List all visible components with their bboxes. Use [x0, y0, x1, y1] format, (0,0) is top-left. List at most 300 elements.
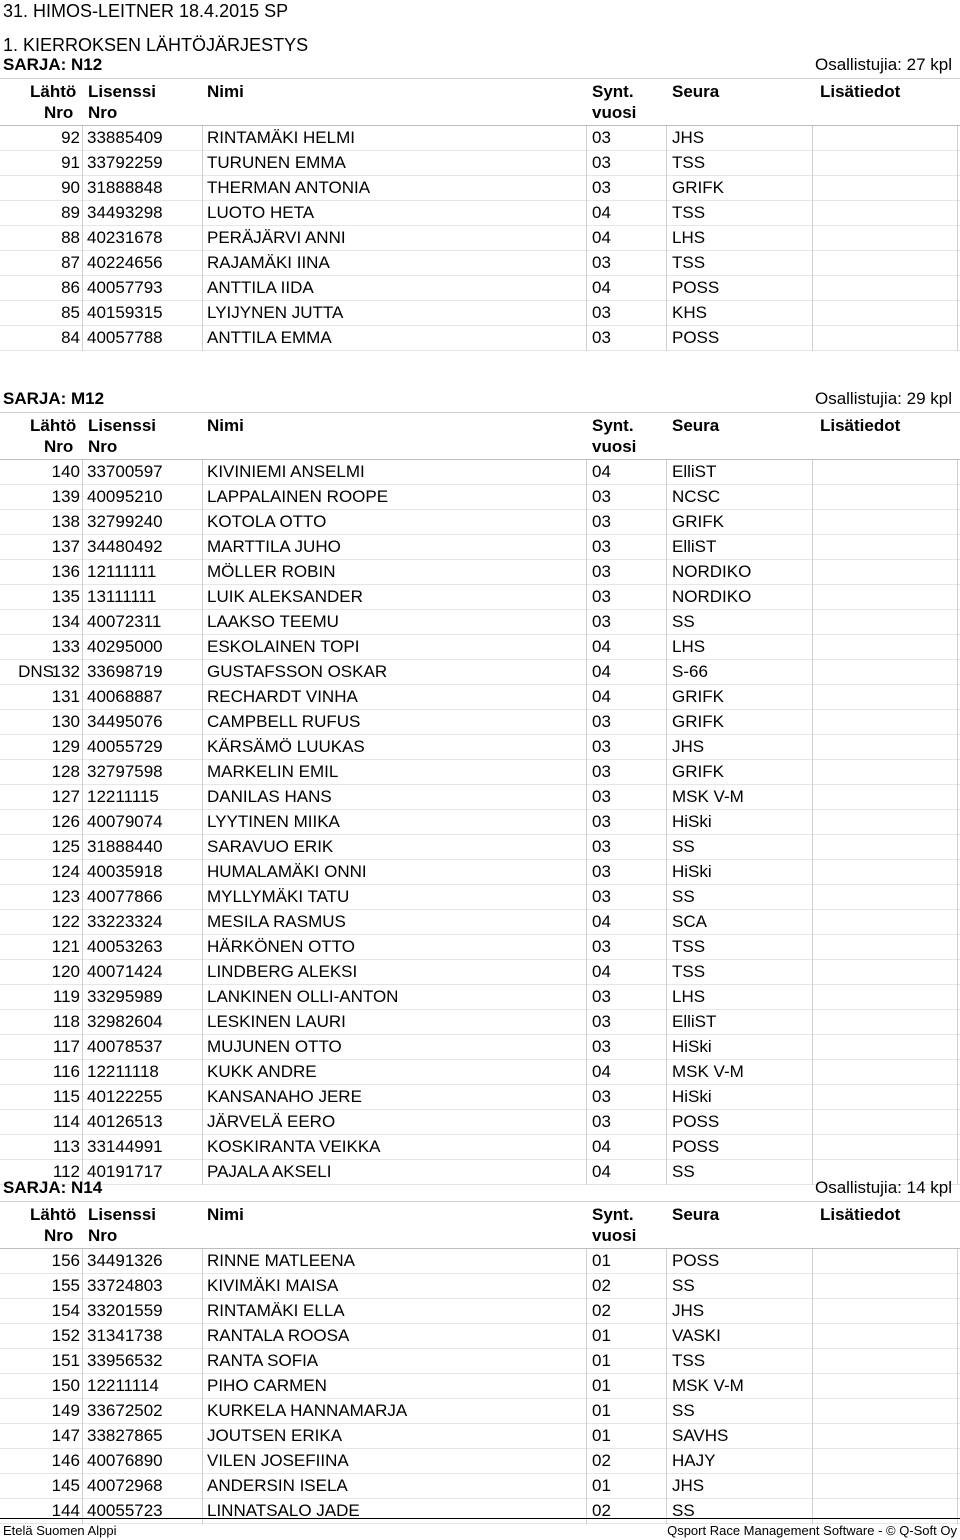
col-year-top: Synt. [592, 1205, 634, 1224]
name-cell: RINTAMÄKI ELLA [207, 1301, 345, 1320]
start-number-cell: 112 [52, 1162, 80, 1181]
club-cell: SAVHS [672, 1426, 729, 1445]
section-header [0, 54, 960, 78]
col-year-top: Synt. [592, 416, 634, 435]
start-number-cell: 144 [51, 1501, 80, 1520]
birth-year-cell: 04 [592, 1137, 611, 1156]
license-cell: 40224656 [87, 253, 163, 272]
club-cell: LHS [672, 228, 706, 247]
birth-year-cell: 03 [592, 487, 611, 506]
name-cell: PIHO CARMEN [207, 1376, 327, 1395]
birth-year-cell: 03 [592, 128, 611, 147]
license-cell: 33724803 [87, 1276, 163, 1295]
column-divider [812, 126, 813, 351]
column-divider [202, 1249, 203, 1524]
name-cell: MYLLYMÄKI TATU [207, 887, 350, 906]
start-number-cell: 137 [51, 537, 80, 556]
name-cell: KÄRSÄMÖ LUUKAS [207, 737, 365, 756]
license-cell: 33144991 [87, 1137, 163, 1156]
table-row [0, 1249, 960, 1274]
table-row [0, 460, 960, 485]
birth-year-cell: 03 [592, 612, 611, 631]
birth-year-cell: 03 [592, 812, 611, 831]
license-cell: 31888848 [87, 178, 163, 197]
col-year-bottom: vuosi [592, 1226, 637, 1245]
participant-count-value: 29 kpl [906, 389, 952, 408]
start-number-cell: 136 [51, 562, 80, 581]
start-number-cell: 129 [51, 737, 80, 756]
club-cell: GRIFK [672, 512, 724, 531]
col-license-top: Lisenssi [88, 1205, 157, 1224]
name-cell: RINNE MATLEENA [207, 1251, 355, 1270]
table-row [0, 1060, 960, 1085]
col-license-bottom: Nro [88, 1226, 118, 1245]
column-divider [812, 460, 813, 1185]
section-title: SARJA: N14 [3, 1178, 103, 1197]
birth-year-cell: 03 [592, 537, 611, 556]
license-cell: 40078537 [87, 1037, 163, 1056]
start-number-cell: 138 [51, 512, 80, 531]
table-row [0, 760, 960, 785]
license-cell: 40077866 [87, 887, 163, 906]
table-row [0, 1299, 960, 1324]
license-cell: 31888440 [87, 837, 163, 856]
club-cell: HiSki [672, 1037, 712, 1056]
page-footer [0, 1518, 960, 1540]
table-row [0, 1135, 960, 1160]
license-cell: 40079074 [87, 812, 163, 831]
birth-year-cell: 03 [592, 253, 611, 272]
table-row [0, 1274, 960, 1299]
birth-year-cell: 03 [592, 1037, 611, 1056]
club-cell: TSS [672, 1351, 706, 1370]
start-number-cell: 118 [52, 1012, 80, 1031]
column-divider [82, 126, 83, 351]
col-name: Nimi [207, 82, 244, 101]
table-row [0, 835, 960, 860]
table-row [0, 201, 960, 226]
col-start-bottom: Nro [44, 437, 74, 456]
column-divider [666, 460, 667, 1185]
start-number-cell: 90 [61, 178, 80, 197]
table-row [0, 885, 960, 910]
club-cell: POSS [672, 278, 720, 297]
entries-table [0, 459, 960, 1185]
birth-year-cell: 03 [592, 1112, 611, 1131]
name-cell: GUSTAFSSON OSKAR [207, 662, 388, 681]
name-cell: LINNATSALO JADE [207, 1501, 360, 1520]
club-cell: SS [672, 1162, 695, 1181]
name-cell: LUIK ALEKSANDER [207, 587, 363, 606]
license-cell: 32797598 [87, 762, 163, 781]
birth-year-cell: 01 [592, 1326, 611, 1345]
start-number-cell: 88 [61, 228, 80, 247]
club-cell: GRIFK [672, 687, 724, 706]
name-cell: KOTOLA OTTO [207, 512, 327, 531]
table-row [0, 126, 960, 151]
birth-year-cell: 03 [592, 712, 611, 731]
start-number-cell: 86 [61, 278, 80, 297]
start-number-cell: 115 [52, 1087, 80, 1106]
table-row [0, 1085, 960, 1110]
table-row [0, 910, 960, 935]
start-number-cell: 151 [51, 1351, 80, 1370]
birth-year-cell: 03 [592, 1012, 611, 1031]
club-cell: ElliST [672, 462, 717, 481]
col-license-bottom: Nro [88, 437, 118, 456]
col-year-top: Synt. [592, 82, 634, 101]
birth-year-cell: 03 [592, 787, 611, 806]
table-row [0, 810, 960, 835]
table-row [0, 535, 960, 560]
col-extra: Lisätiedot [820, 1205, 901, 1224]
birth-year-cell: 04 [592, 637, 611, 656]
name-cell: HUMALAMÄKI ONNI [207, 862, 367, 881]
club-cell: GRIFK [672, 762, 724, 781]
column-divider [957, 1249, 958, 1524]
birth-year-cell: 03 [592, 737, 611, 756]
table-row [0, 660, 960, 685]
section-2 [0, 1177, 960, 1524]
table-row [0, 1424, 960, 1449]
name-cell: KIVIMÄKI MAISA [207, 1276, 339, 1295]
birth-year-cell: 04 [592, 1162, 611, 1181]
list-title: 1. KIERROKSEN LÄHTÖJÄRJESTYS [3, 35, 309, 55]
birth-year-cell: 04 [592, 912, 611, 931]
column-divider [202, 460, 203, 1185]
start-number-cell: 113 [52, 1137, 80, 1156]
section-header [0, 1177, 960, 1201]
license-cell: 40057788 [87, 328, 163, 347]
name-cell: KURKELA HANNAMARJA [207, 1401, 408, 1420]
name-cell: VILEN JOSEFIINA [207, 1451, 349, 1470]
table-row [0, 226, 960, 251]
name-cell: PERÄJÄRVI ANNI [207, 228, 346, 247]
license-cell: 31341738 [87, 1326, 163, 1345]
license-cell: 40053263 [87, 937, 163, 956]
license-cell: 32982604 [87, 1012, 163, 1031]
license-cell: 33201559 [87, 1301, 163, 1320]
license-cell: 34480492 [87, 537, 163, 556]
license-cell: 40057793 [87, 278, 163, 297]
col-start-bottom: Nro [44, 103, 74, 122]
col-club: Seura [672, 416, 720, 435]
start-number-cell: 116 [52, 1062, 80, 1081]
name-cell: LESKINEN LAURI [207, 1012, 346, 1031]
birth-year-cell: 02 [592, 1301, 611, 1320]
start-number-cell: 87 [61, 253, 80, 272]
birth-year-cell: 03 [592, 887, 611, 906]
name-cell: CAMPBELL RUFUS [207, 712, 361, 731]
table-row [0, 735, 960, 760]
table-row [0, 1110, 960, 1135]
name-cell: HÄRKÖNEN OTTO [207, 937, 355, 956]
license-cell: 33700597 [87, 462, 163, 481]
club-cell: TSS [672, 937, 706, 956]
participant-count [815, 389, 952, 409]
club-cell: SCA [672, 912, 707, 931]
footer-software: Qsport Race Management Software - © Q-Soft Oy [667, 1523, 957, 1538]
status-cell: DNS [18, 662, 54, 681]
col-start-top: Lähtö [30, 1205, 77, 1224]
name-cell: KOSKIRANTA VEIKKA [207, 1137, 381, 1156]
club-cell: SS [672, 1501, 695, 1520]
start-number-cell: 125 [51, 837, 80, 856]
license-cell: 40231678 [87, 228, 163, 247]
table-row [0, 301, 960, 326]
club-cell: VASKI [672, 1326, 721, 1345]
start-number-cell: 120 [51, 962, 80, 981]
license-cell: 12111111 [87, 562, 157, 581]
birth-year-cell: 01 [592, 1426, 611, 1445]
column-header-row [0, 412, 960, 459]
col-name: Nimi [207, 416, 244, 435]
birth-year-cell: 03 [592, 328, 611, 347]
license-cell: 12211118 [87, 1062, 159, 1081]
name-cell: LYYTINEN MIIKA [207, 812, 340, 831]
start-number-cell: 132 [51, 662, 80, 681]
license-cell: 13111111 [87, 587, 157, 606]
club-cell: MSK V-M [672, 1062, 744, 1081]
license-cell: 33827865 [87, 1426, 163, 1445]
col-license-bottom: Nro [88, 103, 118, 122]
birth-year-cell: 04 [592, 962, 611, 981]
name-cell: RAJAMÄKI IINA [207, 253, 330, 272]
start-number-cell: 133 [51, 637, 80, 656]
table-row [0, 510, 960, 535]
participant-count-value: 27 kpl [906, 55, 952, 74]
birth-year-cell: 03 [592, 862, 611, 881]
birth-year-cell: 03 [592, 153, 611, 172]
col-club: Seura [672, 82, 720, 101]
license-cell: 33885409 [87, 128, 163, 147]
birth-year-cell: 03 [592, 987, 611, 1006]
club-cell: MSK V-M [672, 787, 744, 806]
club-cell: JHS [672, 1476, 705, 1495]
entries-table [0, 125, 960, 351]
birth-year-cell: 03 [592, 587, 611, 606]
license-cell: 33223324 [87, 912, 163, 931]
birth-year-cell: 04 [592, 228, 611, 247]
name-cell: JOUTSEN ERIKA [207, 1426, 343, 1445]
license-cell: 40122255 [87, 1087, 163, 1106]
license-cell: 33672502 [87, 1401, 163, 1420]
section-1 [0, 388, 960, 1185]
license-cell: 40095210 [87, 487, 163, 506]
table-row [0, 960, 960, 985]
birth-year-cell: 02 [592, 1501, 611, 1520]
col-start-top: Lähtö [30, 416, 77, 435]
col-license-top: Lisenssi [88, 82, 157, 101]
section-title: SARJA: N12 [3, 55, 103, 74]
club-cell: NCSC [672, 487, 721, 506]
name-cell: MARKELIN EMIL [207, 762, 339, 781]
participant-count [815, 1178, 952, 1198]
license-cell: 34491326 [87, 1251, 163, 1270]
col-year-bottom: vuosi [592, 103, 637, 122]
birth-year-cell: 03 [592, 837, 611, 856]
table-row [0, 560, 960, 585]
license-cell: 33295989 [87, 987, 163, 1006]
column-divider [586, 460, 587, 1185]
license-cell: 40072311 [87, 612, 162, 631]
col-extra: Lisätiedot [820, 416, 901, 435]
table-row [0, 935, 960, 960]
birth-year-cell: 04 [592, 662, 611, 681]
birth-year-cell: 01 [592, 1476, 611, 1495]
club-cell: SS [672, 1276, 695, 1295]
club-cell: JHS [672, 1301, 705, 1320]
club-cell: POSS [672, 1112, 720, 1131]
table-row [0, 985, 960, 1010]
participant-count-label: Osallistujia: [814, 55, 902, 74]
table-row [0, 610, 960, 635]
license-cell: 40071424 [87, 962, 163, 981]
table-row [0, 276, 960, 301]
start-number-cell: 130 [51, 712, 80, 731]
table-row [0, 1324, 960, 1349]
birth-year-cell: 03 [592, 512, 611, 531]
col-extra: Lisätiedot [820, 82, 901, 101]
start-number-cell: 140 [51, 462, 80, 481]
name-cell: ANTTILA IIDA [207, 278, 314, 297]
license-cell: 40055723 [87, 1501, 163, 1520]
license-cell: 40076890 [87, 1451, 163, 1470]
club-cell: GRIFK [672, 712, 724, 731]
name-cell: RECHARDT VINHA [207, 687, 358, 706]
table-row [0, 685, 960, 710]
participant-count [815, 55, 952, 75]
table-row [0, 1474, 960, 1499]
club-cell: JHS [672, 737, 705, 756]
table-row [0, 1399, 960, 1424]
license-cell: 40035918 [87, 862, 163, 881]
license-cell: 33698719 [87, 662, 163, 681]
license-cell: 40191717 [87, 1162, 163, 1181]
table-row [0, 710, 960, 735]
col-start-top: Lähtö [30, 82, 77, 101]
start-number-cell: 92 [61, 128, 80, 147]
section-title: SARJA: M12 [3, 389, 105, 408]
column-divider [957, 460, 958, 1185]
name-cell: KUKK ANDRE [207, 1062, 317, 1081]
name-cell: DANILAS HANS [207, 787, 332, 806]
participant-count-label: Osallistujia: [814, 389, 902, 408]
club-cell: HiSki [672, 1087, 712, 1106]
section-header [0, 388, 960, 412]
table-row [0, 1374, 960, 1399]
name-cell: TURUNEN EMMA [207, 153, 346, 172]
column-divider [957, 126, 958, 351]
name-cell: RANTALA ROOSA [207, 1326, 350, 1345]
name-cell: ANDERSIN ISELA [207, 1476, 348, 1495]
club-cell: JHS [672, 128, 705, 147]
start-number-cell: 145 [51, 1476, 80, 1495]
birth-year-cell: 01 [592, 1351, 611, 1370]
club-cell: HAJY [672, 1451, 716, 1470]
license-cell: 34493298 [87, 203, 163, 222]
start-number-cell: 117 [52, 1037, 80, 1056]
table-row [0, 1010, 960, 1035]
club-cell: SS [672, 837, 695, 856]
start-number-cell: 91 [61, 153, 80, 172]
club-cell: TSS [672, 153, 706, 172]
club-cell: POSS [672, 1137, 720, 1156]
birth-year-cell: 02 [592, 1276, 611, 1295]
name-cell: SARAVUO ERIK [207, 837, 334, 856]
start-number-cell: 89 [61, 203, 80, 222]
birth-year-cell: 03 [592, 1087, 611, 1106]
club-cell: NORDIKO [672, 562, 752, 581]
club-cell: SS [672, 612, 695, 631]
birth-year-cell: 02 [592, 1451, 611, 1470]
table-row [0, 635, 960, 660]
license-cell: 33792259 [87, 153, 163, 172]
start-number-cell: 114 [52, 1112, 80, 1131]
name-cell: ANTTILA EMMA [207, 328, 332, 347]
club-cell: LHS [672, 987, 706, 1006]
name-cell: PAJALA AKSELI [207, 1162, 332, 1181]
table-row [0, 1349, 960, 1374]
club-cell: TSS [672, 203, 706, 222]
participant-count-label: Osallistujia: [814, 1178, 902, 1197]
name-cell: KIVINIEMI ANSELMI [207, 462, 365, 481]
club-cell: MSK V-M [672, 1376, 744, 1395]
col-license-top: Lisenssi [88, 416, 157, 435]
name-cell: LAAKSO TEEMU [207, 612, 339, 631]
start-number-cell: 126 [51, 812, 80, 831]
column-divider [202, 126, 203, 351]
birth-year-cell: 04 [592, 462, 611, 481]
club-cell: TSS [672, 962, 706, 981]
birth-year-cell: 04 [592, 203, 611, 222]
column-divider [586, 1249, 587, 1524]
club-cell: SS [672, 887, 695, 906]
start-number-cell: 156 [51, 1251, 80, 1270]
birth-year-cell: 03 [592, 303, 611, 322]
footer-venue: Etelä Suomen Alppi [3, 1523, 117, 1538]
name-cell: KANSANAHO JERE [207, 1087, 362, 1106]
club-cell: ElliST [672, 1012, 717, 1031]
birth-year-cell: 03 [592, 178, 611, 197]
table-row [0, 251, 960, 276]
birth-year-cell: 04 [592, 1062, 611, 1081]
table-row [0, 585, 960, 610]
birth-year-cell: 01 [592, 1401, 611, 1420]
start-number-cell: 131 [51, 687, 80, 706]
club-cell: TSS [672, 253, 706, 272]
license-cell: 40159315 [87, 303, 163, 322]
name-cell: MUJUNEN OTTO [207, 1037, 342, 1056]
column-divider [82, 460, 83, 1185]
start-number-cell: 122 [51, 912, 80, 931]
event-title: 31. HIMOS-LEITNER 18.4.2015 SP [3, 1, 289, 21]
section-0 [0, 54, 960, 351]
name-cell: MARTTILA JUHO [207, 537, 341, 556]
start-number-cell: 135 [51, 587, 80, 606]
col-club: Seura [672, 1205, 720, 1224]
start-number-cell: 149 [51, 1401, 80, 1420]
license-cell: 34495076 [87, 712, 163, 731]
table-row [0, 1449, 960, 1474]
club-cell: LHS [672, 637, 706, 656]
birth-year-cell: 03 [592, 937, 611, 956]
start-number-cell: 123 [51, 887, 80, 906]
license-cell: 40055729 [87, 737, 163, 756]
start-number-cell: 128 [51, 762, 80, 781]
name-cell: MESILA RASMUS [207, 912, 346, 931]
start-number-cell: 155 [51, 1276, 80, 1295]
